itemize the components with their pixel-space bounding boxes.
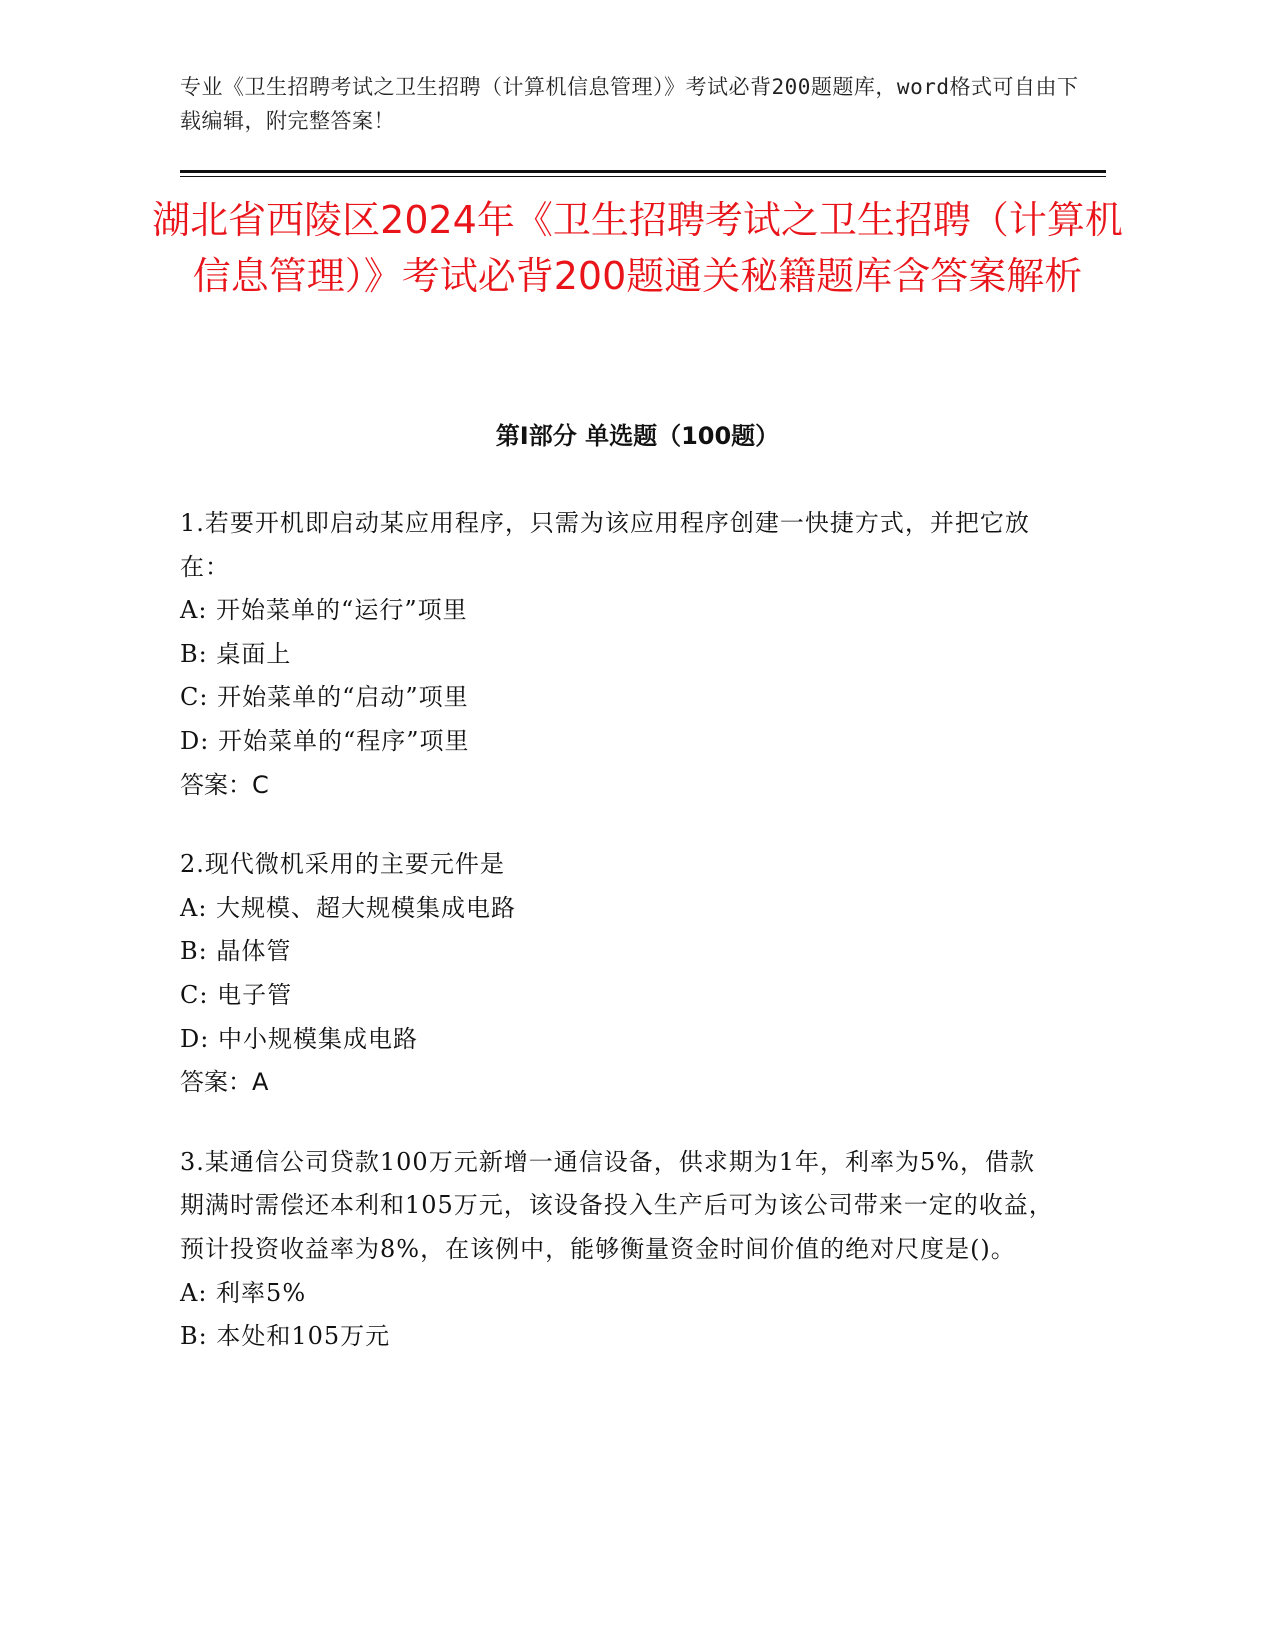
option-b: B: 桌面上 <box>180 639 292 668</box>
question-2 <box>180 843 1060 1105</box>
question-text: 3.某通信公司贷款100万元新增一通信设备，供求期为1年，利率为5%，借款期满时需偿还本利和105万元，该设备投入生产后可为该公司带来一定的收益，预计投资收益率为8%，在该例中，能够衡量资金时间价值的绝对尺度是()。 <box>180 1147 1054 1263</box>
question-list <box>180 502 1060 1395</box>
question-3 <box>180 1141 1060 1359</box>
document-title: 湖北省西陵区2024年《卫生招聘考试之卫生招聘（计算机信息管理）》考试必背200题通关秘籍题库含答案解析 <box>152 198 1123 298</box>
option-d: D: 开始菜单的“程序”项里 <box>180 726 470 755</box>
option-c: C: 电子管 <box>180 980 293 1009</box>
question-1 <box>180 502 1060 807</box>
header-divider-thin <box>180 176 1106 177</box>
section-heading: 第I部分 单选题（100题） <box>495 422 780 450</box>
option-a: A: 开始菜单的“运行”项里 <box>180 596 468 625</box>
answer: 答案：C <box>180 770 269 799</box>
question-text: 2.现代微机采用的主要元件是 <box>180 850 505 879</box>
option-a: A: 大规模、超大规模集成电路 <box>180 893 517 922</box>
option-d: D: 中小规模集成电路 <box>180 1024 418 1053</box>
question-text: 1.若要开机即启动某应用程序，只需为该应用程序创建一快捷方式，并把它放在： <box>180 509 1030 581</box>
header-divider-thick <box>180 170 1106 173</box>
answer: 答案：A <box>180 1068 269 1097</box>
option-a: A: 利率5% <box>180 1278 307 1307</box>
option-b: B: 本处和105万元 <box>180 1322 391 1351</box>
option-b: B: 晶体管 <box>180 937 292 966</box>
option-c: C: 开始菜单的“启动”项里 <box>180 683 469 712</box>
header-note: 专业《卫生招聘考试之卫生招聘（计算机信息管理）》考试必背200题题库，word格式可自由下载编辑，附完整答案！ <box>180 75 1079 133</box>
